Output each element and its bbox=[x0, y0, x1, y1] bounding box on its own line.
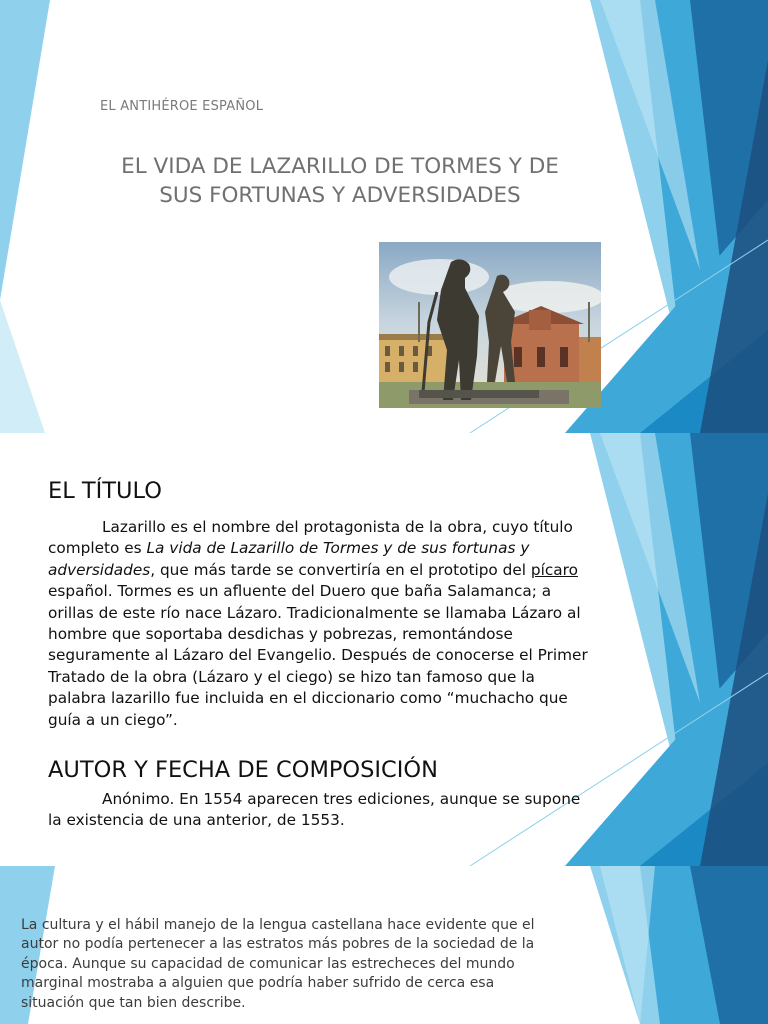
slide-2 bbox=[0, 433, 768, 866]
paragraph-autor: Anónimo. En 1554 aparecen tres ediciones, aunque se supone la existencia de una anterior, de 1553. bbox=[48, 790, 581, 830]
slide-3 bbox=[0, 866, 768, 1024]
slide-subtitle: EL ANTIHÉROE ESPAÑOL bbox=[100, 99, 264, 114]
paragraph-titulo: Lazarillo es el nombre del protagonista de la obra, cuyo título completo es La vida de Lazarillo de Tormes y de sus fortunas y adversidades, que más tarde se convertiría en el prototipo del pícaro español. Tormes es un afluente del Duero que baña Salamanca; a orillas de este río nace Lázaro. Tradicionalmente se llamaba Lázaro al hombre que soportaba desdichas y pobrezas, remontándose seguramente al Lázaro del Evangelio. Después de conocerse el Primer Tratado de la obra (Lázaro y el ciego) se hizo tan famoso que la palabra lazarillo fue incluida en el diccionario como “muchacho que guía a un ciego”. bbox=[48, 518, 588, 729]
picaro-link[interactable]: pícaro bbox=[530, 560, 578, 579]
heading-el-titulo: EL TÍTULO bbox=[48, 478, 162, 504]
slide-1 bbox=[0, 0, 768, 433]
slide-title: EL VIDA DE LAZARILLO DE TORMES Y DE SUS FORTUNAS Y ADVERSIDADES bbox=[121, 154, 559, 208]
slide-3-body-text: La cultura y el hábil manejo de la lengua castellana hace evidente que el autor no podía pertenecer a las estratos más pobres de la sociedad de la época. Aunque su capacidad de comunicar las estrecheces del mundo marginal mostraba a alguien que podría haber sufrido de cerca esa situación que tan bien describe. bbox=[21, 917, 535, 1011]
statue-photo bbox=[379, 242, 601, 408]
heading-autor-fecha: AUTOR Y FECHA DE COMPOSICIÓN bbox=[48, 757, 438, 783]
